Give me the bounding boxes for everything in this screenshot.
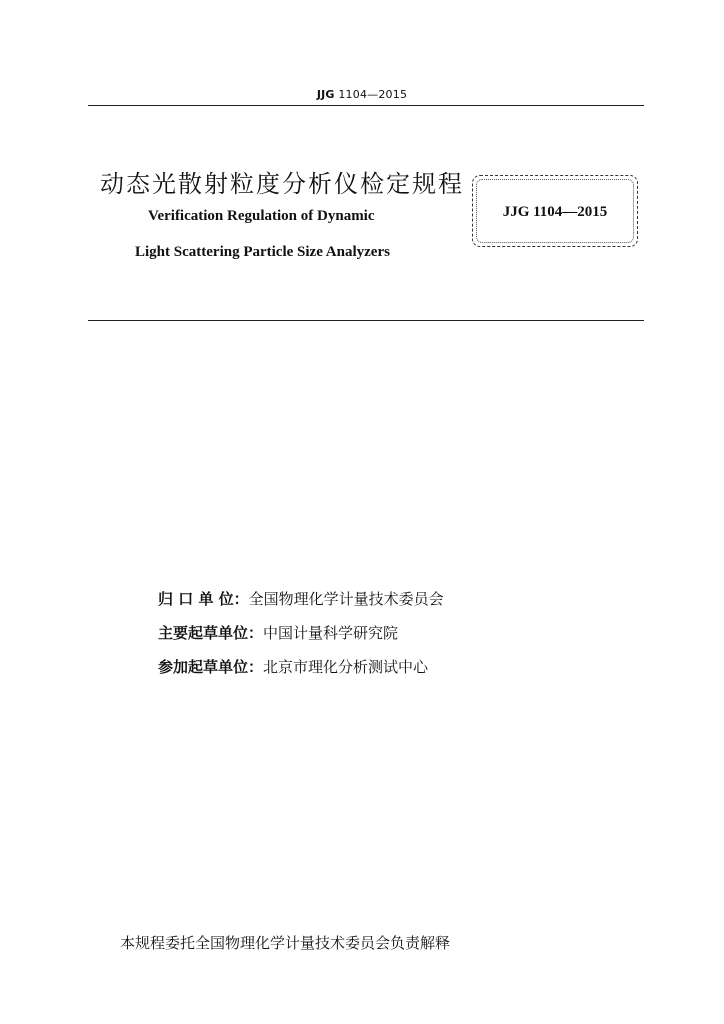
info-value: 北京市理化分析测试中心: [263, 658, 429, 676]
header-code-prefix: JJG: [316, 88, 335, 101]
info-row-main-drafting-unit: [158, 622, 398, 643]
info-value: 中国计量科学研究院: [263, 624, 399, 642]
title-chinese: 动态光散射粒度分析仪检定规程: [100, 170, 464, 198]
title-english-line2: Light Scattering Particle Size Analyzers: [135, 244, 390, 260]
standard-code-text: JJG 1104—2015: [502, 204, 608, 220]
running-header: [0, 88, 724, 101]
info-label: 归 口 单 位：: [158, 590, 249, 608]
header-code-number: 1104—2015: [338, 88, 408, 101]
info-row-participating-drafting-unit: [158, 656, 428, 677]
standard-code-box: [472, 175, 638, 247]
top-divider: [88, 105, 644, 106]
interpretation-note: 本规程委托全国物理化学计量技术委员会负责解释: [120, 934, 451, 952]
info-row-responsible-unit: [158, 588, 444, 609]
info-label: 主要起草单位：: [158, 624, 264, 642]
info-label: 参加起草单位：: [158, 658, 264, 676]
title-english-line1: Verification Regulation of Dynamic: [148, 208, 375, 224]
info-value: 全国物理化学计量技术委员会: [248, 590, 444, 608]
middle-divider: [88, 320, 644, 321]
